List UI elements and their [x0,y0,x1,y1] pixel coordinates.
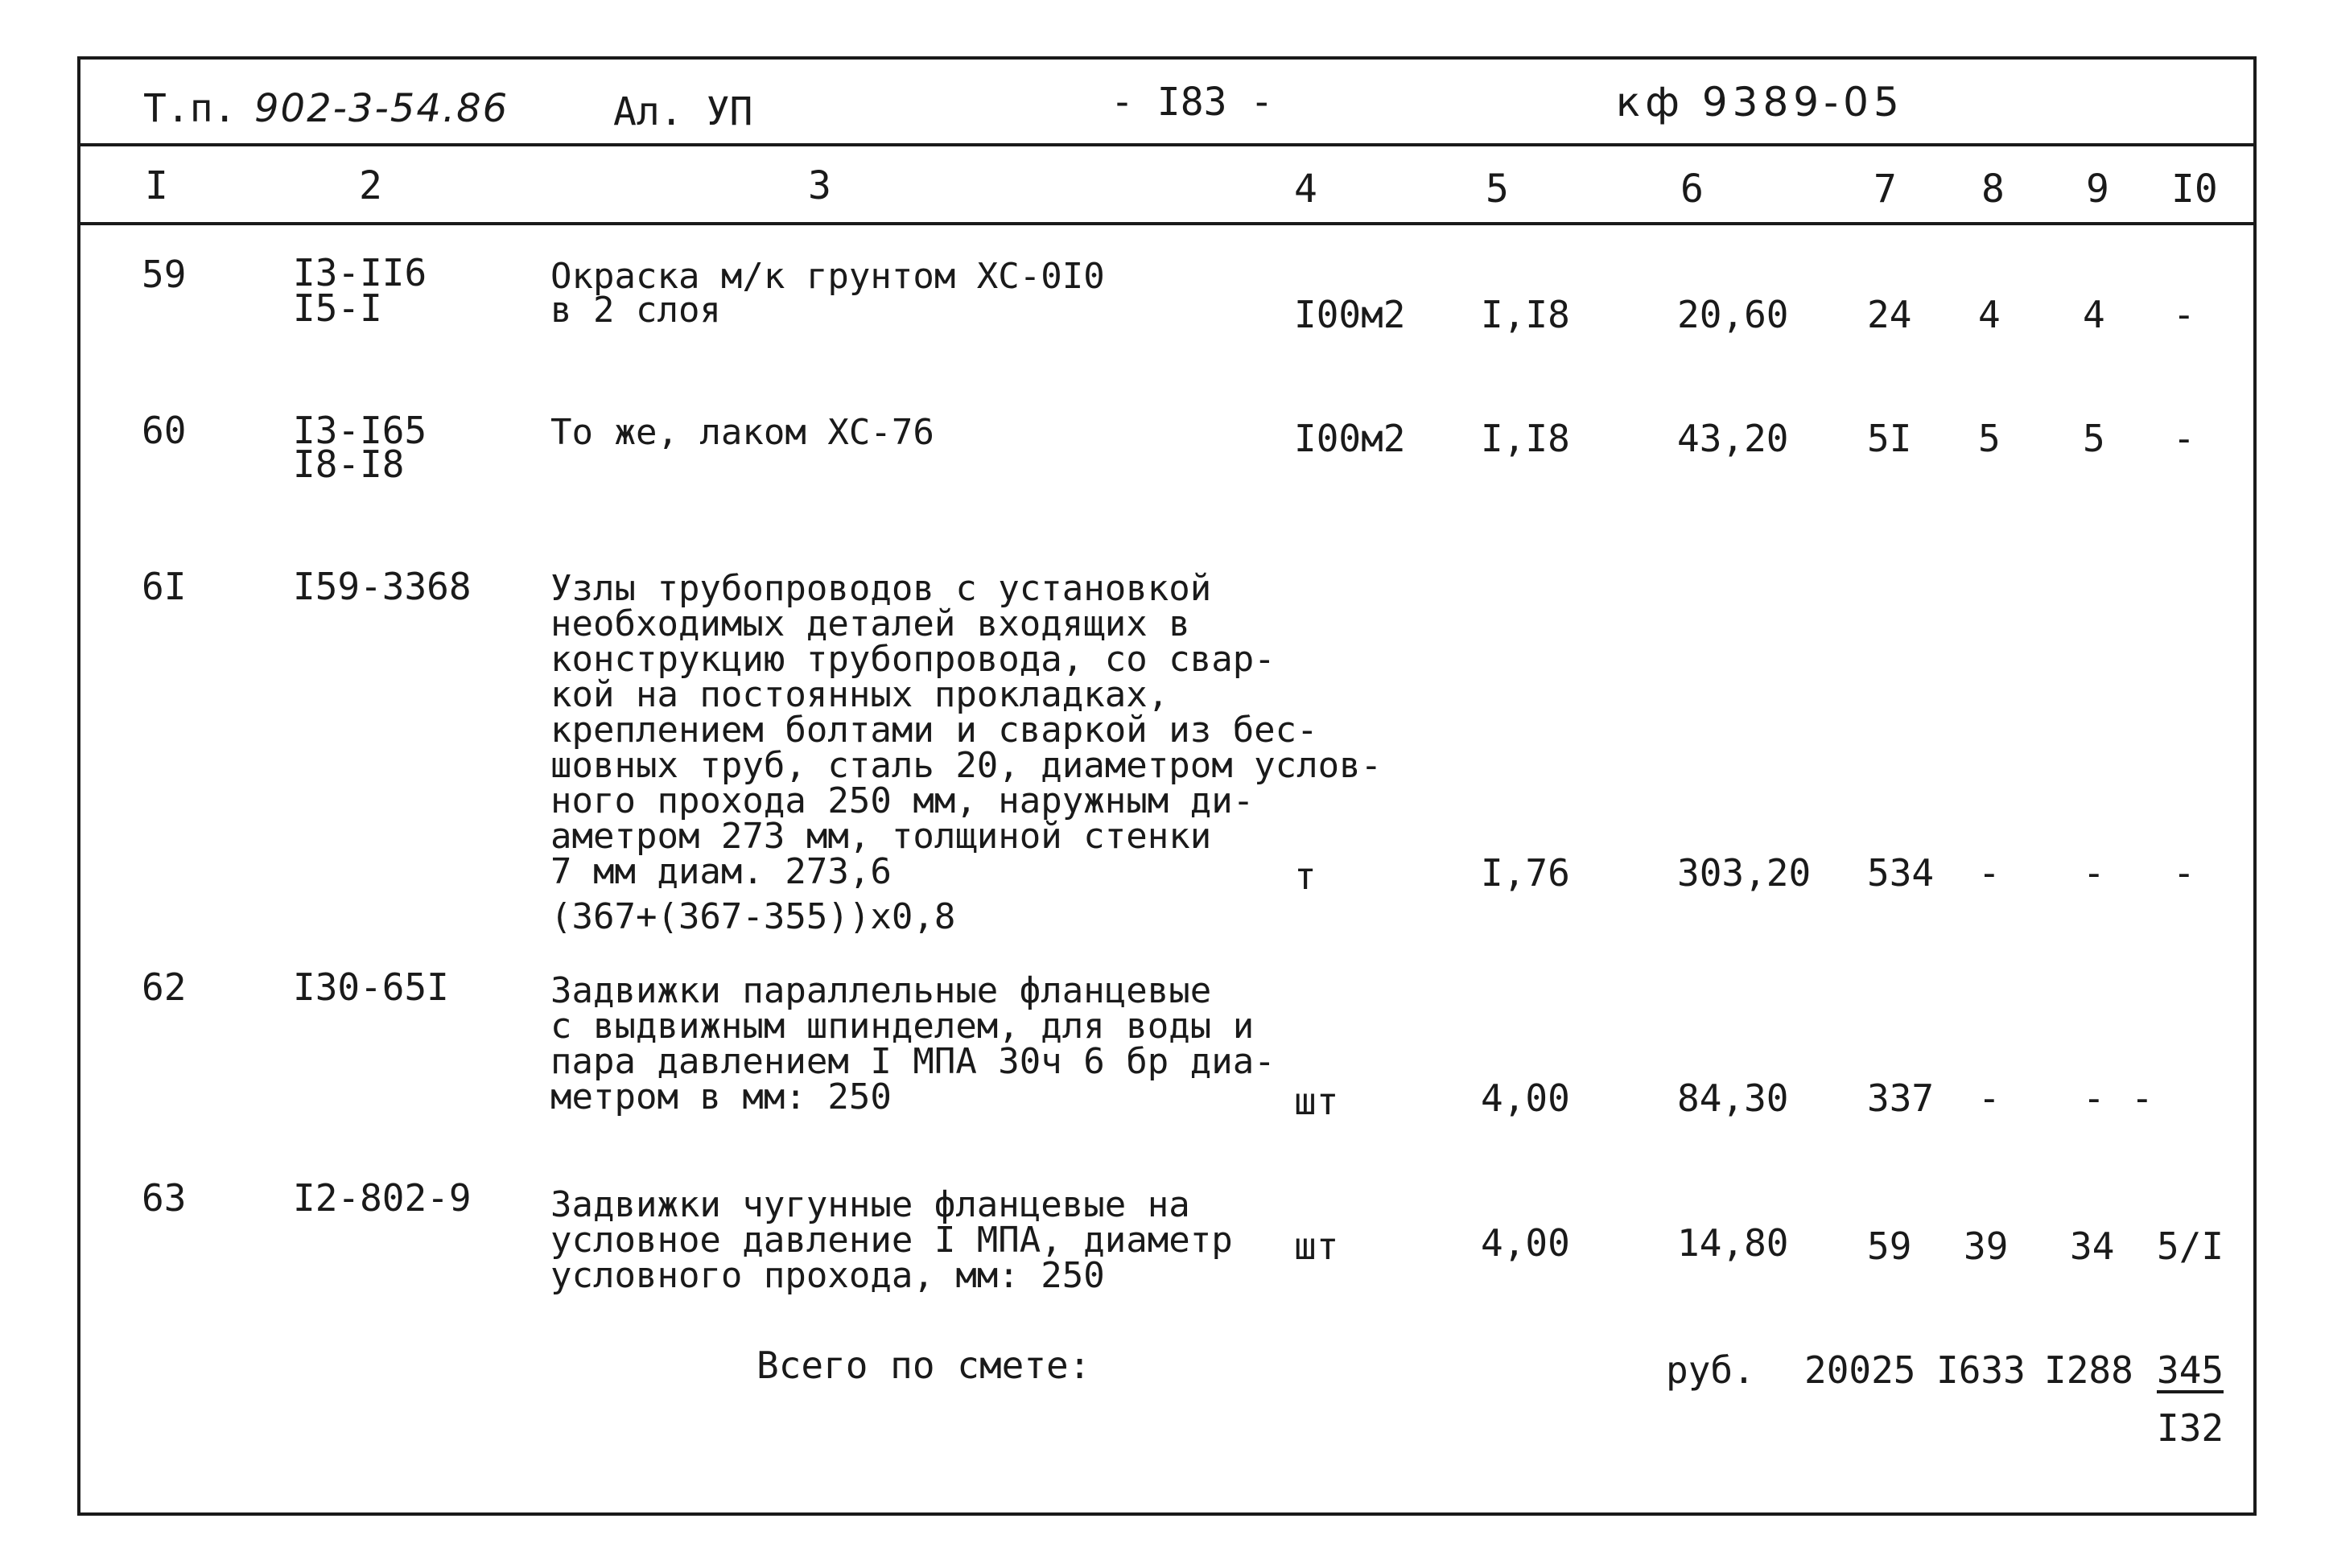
row-60-col9: 5 [2083,417,2105,460]
row-61-col9: - [2083,851,2105,895]
row-62-number: 62 [142,965,187,1009]
row-63-desc-1: Задвижки чугунные фланцевые на [550,1184,1190,1225]
row-62-desc-2: с выдвижным шпинделем, для воды и [550,1006,1255,1047]
album-label: Ал. УП [613,89,753,134]
row-61-desc-7: ного прохода 250 мм, наружным ди- [550,780,1255,821]
column-header-7: 7 [1874,167,1897,212]
row-60-col7: 5I [1867,417,1912,460]
row-61-desc-6: шовных труб, сталь 20, диаметром услов- [550,745,1383,786]
column-header-2: 2 [359,163,382,208]
row-63-col7: 59 [1867,1224,1912,1268]
row-61-quantity: I,76 [1481,851,1570,895]
row-63-price: 14,80 [1677,1221,1789,1265]
column-header-3: 3 [808,163,831,208]
row-62-code-1: I30-65I [293,965,449,1009]
row-61-number: 6I [142,565,187,608]
row-62-quantity: 4,00 [1481,1076,1570,1120]
row-63-number: 63 [142,1176,187,1220]
row-59-desc-1: Окраска м/к грунтом ХС-0I0 [550,256,1105,297]
total-col8: I633 [1936,1348,2026,1392]
row-59-desc-2: в 2 слоя [550,290,721,331]
column-header-10: I0 [2171,167,2218,212]
row-59-code-1: I3-II6 [293,251,427,294]
column-header-5: 5 [1486,167,1509,212]
row-61-desc-9: 7 мм диам. 273,6 [550,851,892,892]
row-59-number: 59 [142,253,187,296]
row-62-desc-3: пара давлением I МПА 30ч 6 бр диа- [550,1041,1276,1082]
row-59-col9: 4 [2083,293,2105,336]
row-62-desc-1: Задвижки параллельные фланцевые [550,970,1212,1011]
row-63-code-1: I2-802-9 [293,1176,472,1220]
row-61-desc-3: конструкцию трубопровода, со свар- [550,639,1276,680]
row-62-desc-4: метром в мм: 250 [550,1076,892,1117]
row-61-formula: (367+(367-355))x0,8 [550,896,956,937]
row-61-col10: - [2173,851,2195,895]
tp-number: 902-3-54.86 [254,86,509,131]
row-63-desc-2: условное давление I МПА, диаметр [550,1220,1233,1261]
row-59-price: 20,60 [1677,293,1789,336]
row-63-col9: 34 [2070,1224,2115,1268]
row-63-col10: 5/I [2157,1224,2224,1268]
row-63-desc-3: условного прохода, мм: 250 [550,1255,1105,1296]
column-header-9: 9 [2086,167,2109,212]
row-60-quantity: I,I8 [1481,417,1570,460]
row-61-unit: т [1294,854,1317,898]
row-61-price: 303,20 [1677,851,1812,895]
row-61-desc-4: кой на постоянных прокладках, [550,674,1169,715]
column-header-6: 6 [1680,167,1704,212]
row-60-col8: 5 [1978,417,2001,460]
column-header-1: I [145,163,168,208]
row-59-col7: 24 [1867,293,1912,336]
row-63-unit: шт [1294,1224,1339,1268]
row-63-col8: 39 [1964,1224,2009,1268]
row-62-unit: шт [1294,1080,1339,1123]
column-header-4: 4 [1294,167,1317,212]
row-60-col10: - [2173,417,2195,460]
row-59-col10: - [2173,293,2195,336]
row-63-quantity: 4,00 [1481,1221,1570,1265]
row-61-desc-5: креплением болтами и сваркой из бес- [550,710,1318,751]
row-60-code-1: I3-I65 [293,409,427,452]
total-label: Всего по смете: [756,1344,1091,1387]
row-62-col8: - [1978,1076,2001,1120]
row-61-desc-2: необходимых деталей входящих в [550,603,1190,644]
row-60-number: 60 [142,409,187,452]
row-62-col7: 337 [1867,1076,1935,1120]
row-62-col9: - [2083,1076,2105,1120]
row-61-desc-8: аметром 273 мм, толщиной стенки [550,816,1212,857]
row-62-price: 84,30 [1677,1076,1789,1120]
row-61-col8: - [1978,851,2001,895]
row-59-unit: I00м2 [1294,293,1406,336]
row-60-price: 43,20 [1677,417,1789,460]
row-59-quantity: I,I8 [1481,293,1570,336]
total-col7: 20025 [1804,1348,1916,1392]
total-col10-numerator: 345 [2157,1348,2224,1392]
row-60-unit: I00м2 [1294,417,1406,460]
total-col10-denominator: I32 [2157,1406,2224,1450]
row-61-col7: 534 [1867,851,1935,895]
row-61-code-1: I59-3368 [293,565,472,608]
total-currency: руб. [1666,1348,1755,1392]
tp-label: Т.п. [143,86,237,131]
row-60-code-2: I8-I8 [293,442,405,486]
row-59-code-2: I5-I [293,286,382,330]
row-61-desc-1: Узлы трубопроводов с установкой [550,568,1212,609]
row-59-col8: 4 [1978,293,2001,336]
document-code: кф 9389-05 [1616,79,1904,126]
column-header-8: 8 [1981,167,2005,212]
row-60-desc-1: То же, лаком ХС-76 [550,412,934,453]
column-header-divider [77,222,2257,225]
header-divider [77,143,2257,146]
page-number: - I83 - [1111,80,1274,125]
total-col9: I288 [2044,1348,2133,1392]
row-62-col10: - [2131,1076,2154,1120]
